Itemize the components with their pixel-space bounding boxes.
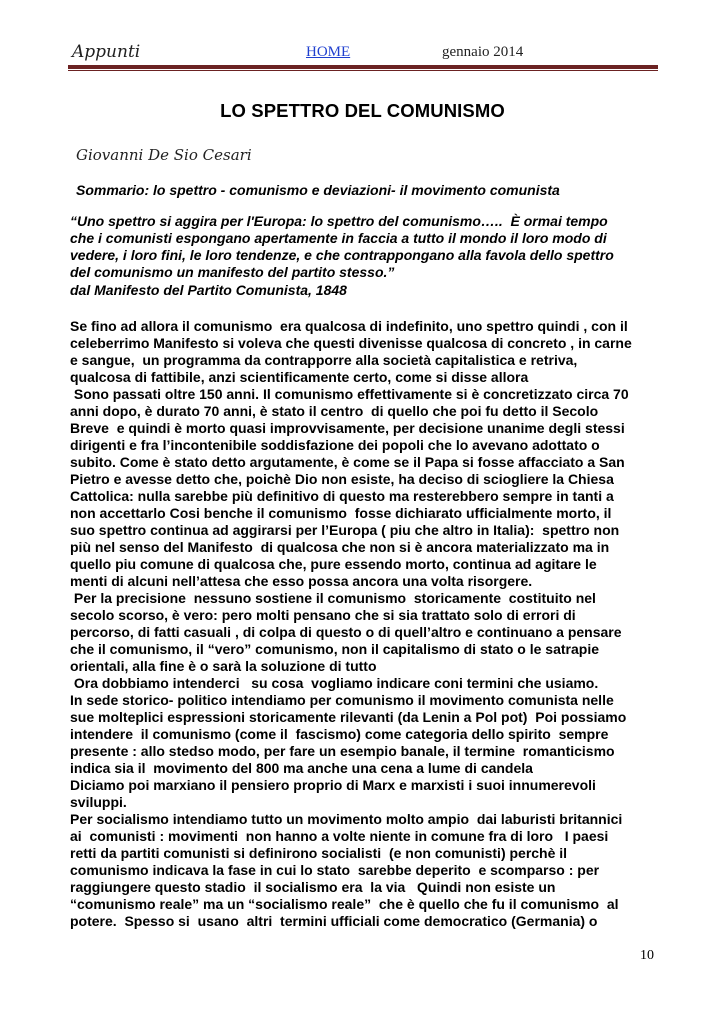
article-summary: Sommario: lo spettro - comunismo e deviazioni- il movimento comunista — [76, 182, 560, 198]
body-line: In sede storico- politico intendiamo per comunismo il movimento comunista nelle — [70, 692, 614, 708]
body-line: raggiungere questo stadio il socialismo era la via Quindi non esiste un — [70, 879, 556, 895]
body-line: Per socialismo intendiamo tutto un movimento molto ampio dai laburisti britannici — [70, 811, 623, 827]
body-line: orientali, alla fine è o sarà la soluzione di tutto — [70, 658, 377, 674]
page-number: 10 — [640, 948, 654, 963]
quote-line: vedere, i loro fini, le loro tendenze, e che contrappongano alla favola dello spettro — [70, 247, 614, 263]
body-line: Ora dobbiamo intenderci su cosa vogliamo indicare coni termini che usiamo. — [70, 675, 599, 691]
article-title: LO SPETTRO DEL COMUNISMO — [220, 100, 505, 121]
body-line: che il comunismo, il “vero” comunismo, non il capitalismo di stato o le satrapie — [70, 641, 600, 657]
page-header — [72, 42, 654, 66]
body-line: Per la precisione nessuno sostiene il comunismo storicamente costituito nel — [70, 590, 596, 606]
header-divider — [68, 65, 658, 69]
body-line: retti da partiti comunisti si definirono socialisti (e non comunisti) perchè il — [70, 845, 568, 861]
body-line: Pietro e avesse detto che, poichè Dio non esiste, ha deciso di sciogliere la Chiesa — [70, 471, 614, 487]
body-line: presente : allo stedso modo, per fare un esempio banale, il termine romanticismo — [70, 743, 615, 759]
body-line: Breve e quindi è morto quasi improvvisamente, per decisione unanime degli stessi — [70, 420, 625, 436]
body-line: Se fino ad allora il comunismo era qualcosa di indefinito, uno spettro quindi , con il — [70, 318, 628, 334]
body-line: Cattolica: nulla sarebbe più definitivo di questo ma resterebbero sempre in tanti a — [70, 488, 614, 504]
body-line: non accettarlo Cosi benche il comunismo fosse dichiarato ufficialmente morto, il — [70, 505, 612, 521]
header-divider-thin — [68, 70, 658, 71]
header-section-label: Appunti — [72, 42, 141, 62]
body-line: e sangue, un programma da contrapporre alla società capitalistica e retriva, — [70, 352, 578, 368]
body-line: percorso, di fatti casuali , di colpa di questo o di quell’altro e continuano a pensare — [70, 624, 622, 640]
body-line: comunismo indicava la fase in cui lo stato sarebbe deperito e scomparso : per — [70, 862, 600, 878]
body-line: celeberrimo Manifesto si voleva che questi divenisse qualcosa di concreto , in carne — [70, 335, 632, 351]
article-author: Giovanni De Sio Cesari — [76, 146, 252, 164]
body-line: più nel senso del Manifesto di qualcosa che non si è ancora materializzato ma in — [70, 539, 610, 555]
body-line: Diciamo poi marxiano il pensiero proprio di Marx e marxisti i suoi innumerevoli — [70, 777, 596, 793]
body-line: anni dopo, è durato 70 anni, è stato il centro di quello che poi fu detto il Secolo — [70, 403, 599, 419]
body-line: intendere il comunismo (come il fascismo) come categoria dello spirito sempre — [70, 726, 609, 742]
body-line: indica sia il movimento del 800 ma anche una cena a lume di candela — [70, 760, 533, 776]
home-link[interactable]: HOME — [306, 44, 351, 60]
manifesto-quote — [70, 213, 660, 281]
body-line: suo spettro continua ad aggirarsi per l’Europa ( piu che altro in Italia): spettro non — [70, 522, 620, 538]
quote-line: del comunismo un manifesto del partito stesso.” — [70, 264, 395, 280]
body-line: menti di alcuni nell’attesa che esso possa ancora una volta risorgere. — [70, 573, 533, 589]
header-date: gennaio 2014 — [442, 44, 524, 60]
body-line: sue molteplici espressioni storicamente rilevanti (da Lenin a Pol pot) Poi possiamo — [70, 709, 627, 725]
body-line: Sono passati oltre 150 anni. Il comunismo effettivamente si è concretizzato circa 70 — [70, 386, 629, 402]
quote-line: che i comunisti espongano apertamente in faccia a tutto il mondo il loro modo di — [70, 230, 607, 246]
article-body — [70, 318, 660, 930]
quote-source: dal Manifesto del Partito Comunista, 1848 — [70, 282, 347, 298]
body-line: quello piu comune di qualcosa che, pure essendo morto, continua ad agitare le — [70, 556, 597, 572]
body-line: secolo scorso, è vero: pero molti pensano che si sia trattato solo di errori di — [70, 607, 576, 623]
quote-line: “Uno spettro si aggira per l'Europa: lo spettro del comunismo….. È ormai tempo — [70, 213, 608, 229]
body-line: qualcosa di fattibile, anzi scientificamente certo, come si disse allora — [70, 369, 529, 385]
body-line: sviluppi. — [70, 794, 127, 810]
body-line: dirigenti e fra l’incontenibile soddisfazione dei popoli che lo avevano adottato o — [70, 437, 600, 453]
body-line: potere. Spesso si usano altri termini ufficiali come democratico (Germania) o — [70, 913, 598, 929]
body-line: “comunismo reale” ma un “socialismo reale” che è quello che fu il comunismo al — [70, 896, 619, 912]
body-line: ai comunisti : movimenti non hanno a volte niente in comune fra di loro I paesi — [70, 828, 609, 844]
body-line: subito. Come è stato detto argutamente, è come se il Papa si fosse affacciato a San — [70, 454, 625, 470]
